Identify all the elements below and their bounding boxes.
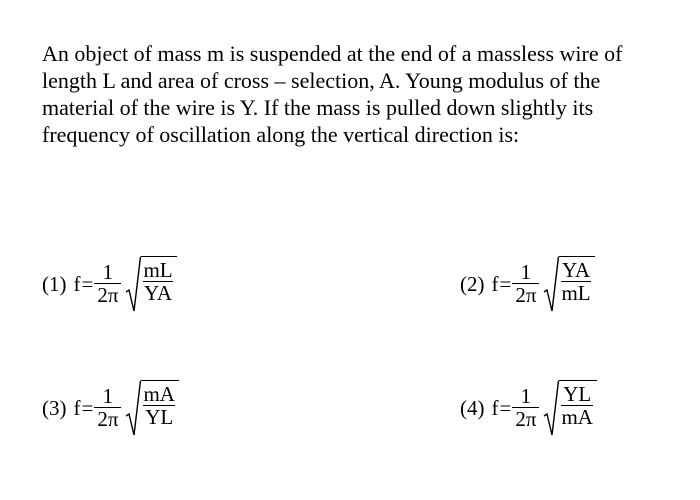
radicand [141,380,179,436]
radicand-numerator: mA [143,382,175,406]
option-number: (3) [42,395,67,420]
option-1[interactable] [42,249,177,319]
radicand-denominator: YA [144,281,173,305]
radicand-numerator: mL [143,258,173,282]
frequency-symbol: f [73,395,81,420]
radicand-denominator: YL [145,405,174,429]
square-root [125,380,179,436]
option-number: (2) [460,271,485,296]
radicand-numerator: YL [563,382,592,406]
radicand [559,380,597,436]
radicand [559,256,594,312]
coefficient-denominator: 2π [97,407,119,431]
coefficient-fraction [94,385,121,431]
equals-sign: = [499,395,512,420]
option-2[interactable] [460,249,595,319]
square-root [543,380,597,436]
square-root [125,256,176,312]
equals-sign: = [499,271,512,296]
question-text: An object of mass m is suspended at the end of a massless wire of length L and area of cross – selection, A. Young modulus of the material of the wire is Y. If the mass is pulled down slightly its frequency of oscillation along the vertical direction is: [42,41,623,147]
frequency-symbol: f [73,271,81,296]
coefficient-fraction [512,385,539,431]
equals-sign: = [81,271,94,296]
radical-sign-icon [125,380,141,436]
coefficient-denominator: 2π [97,283,119,307]
frequency-symbol: f [491,271,499,296]
coefficient-fraction [94,261,121,307]
option-3[interactable] [42,373,179,443]
coefficient-fraction [512,261,539,307]
equals-sign: = [81,395,94,420]
radicand-denominator: mL [561,281,591,305]
square-root [543,256,594,312]
coefficient-numerator: 1 [102,384,114,408]
option-number: (1) [42,271,67,296]
radical-sign-icon [543,380,559,436]
radicand-denominator: mA [561,405,593,429]
coefficient-numerator: 1 [102,260,114,284]
coefficient-numerator: 1 [520,260,532,284]
coefficient-denominator: 2π [515,283,537,307]
option-number: (4) [460,395,485,420]
frequency-symbol: f [491,395,499,420]
radicand-numerator: YA [562,258,591,282]
option-4[interactable] [460,373,597,443]
radical-sign-icon [543,256,559,312]
radical-sign-icon [125,256,141,312]
coefficient-numerator: 1 [520,384,532,408]
radicand [141,256,176,312]
coefficient-denominator: 2π [515,407,537,431]
